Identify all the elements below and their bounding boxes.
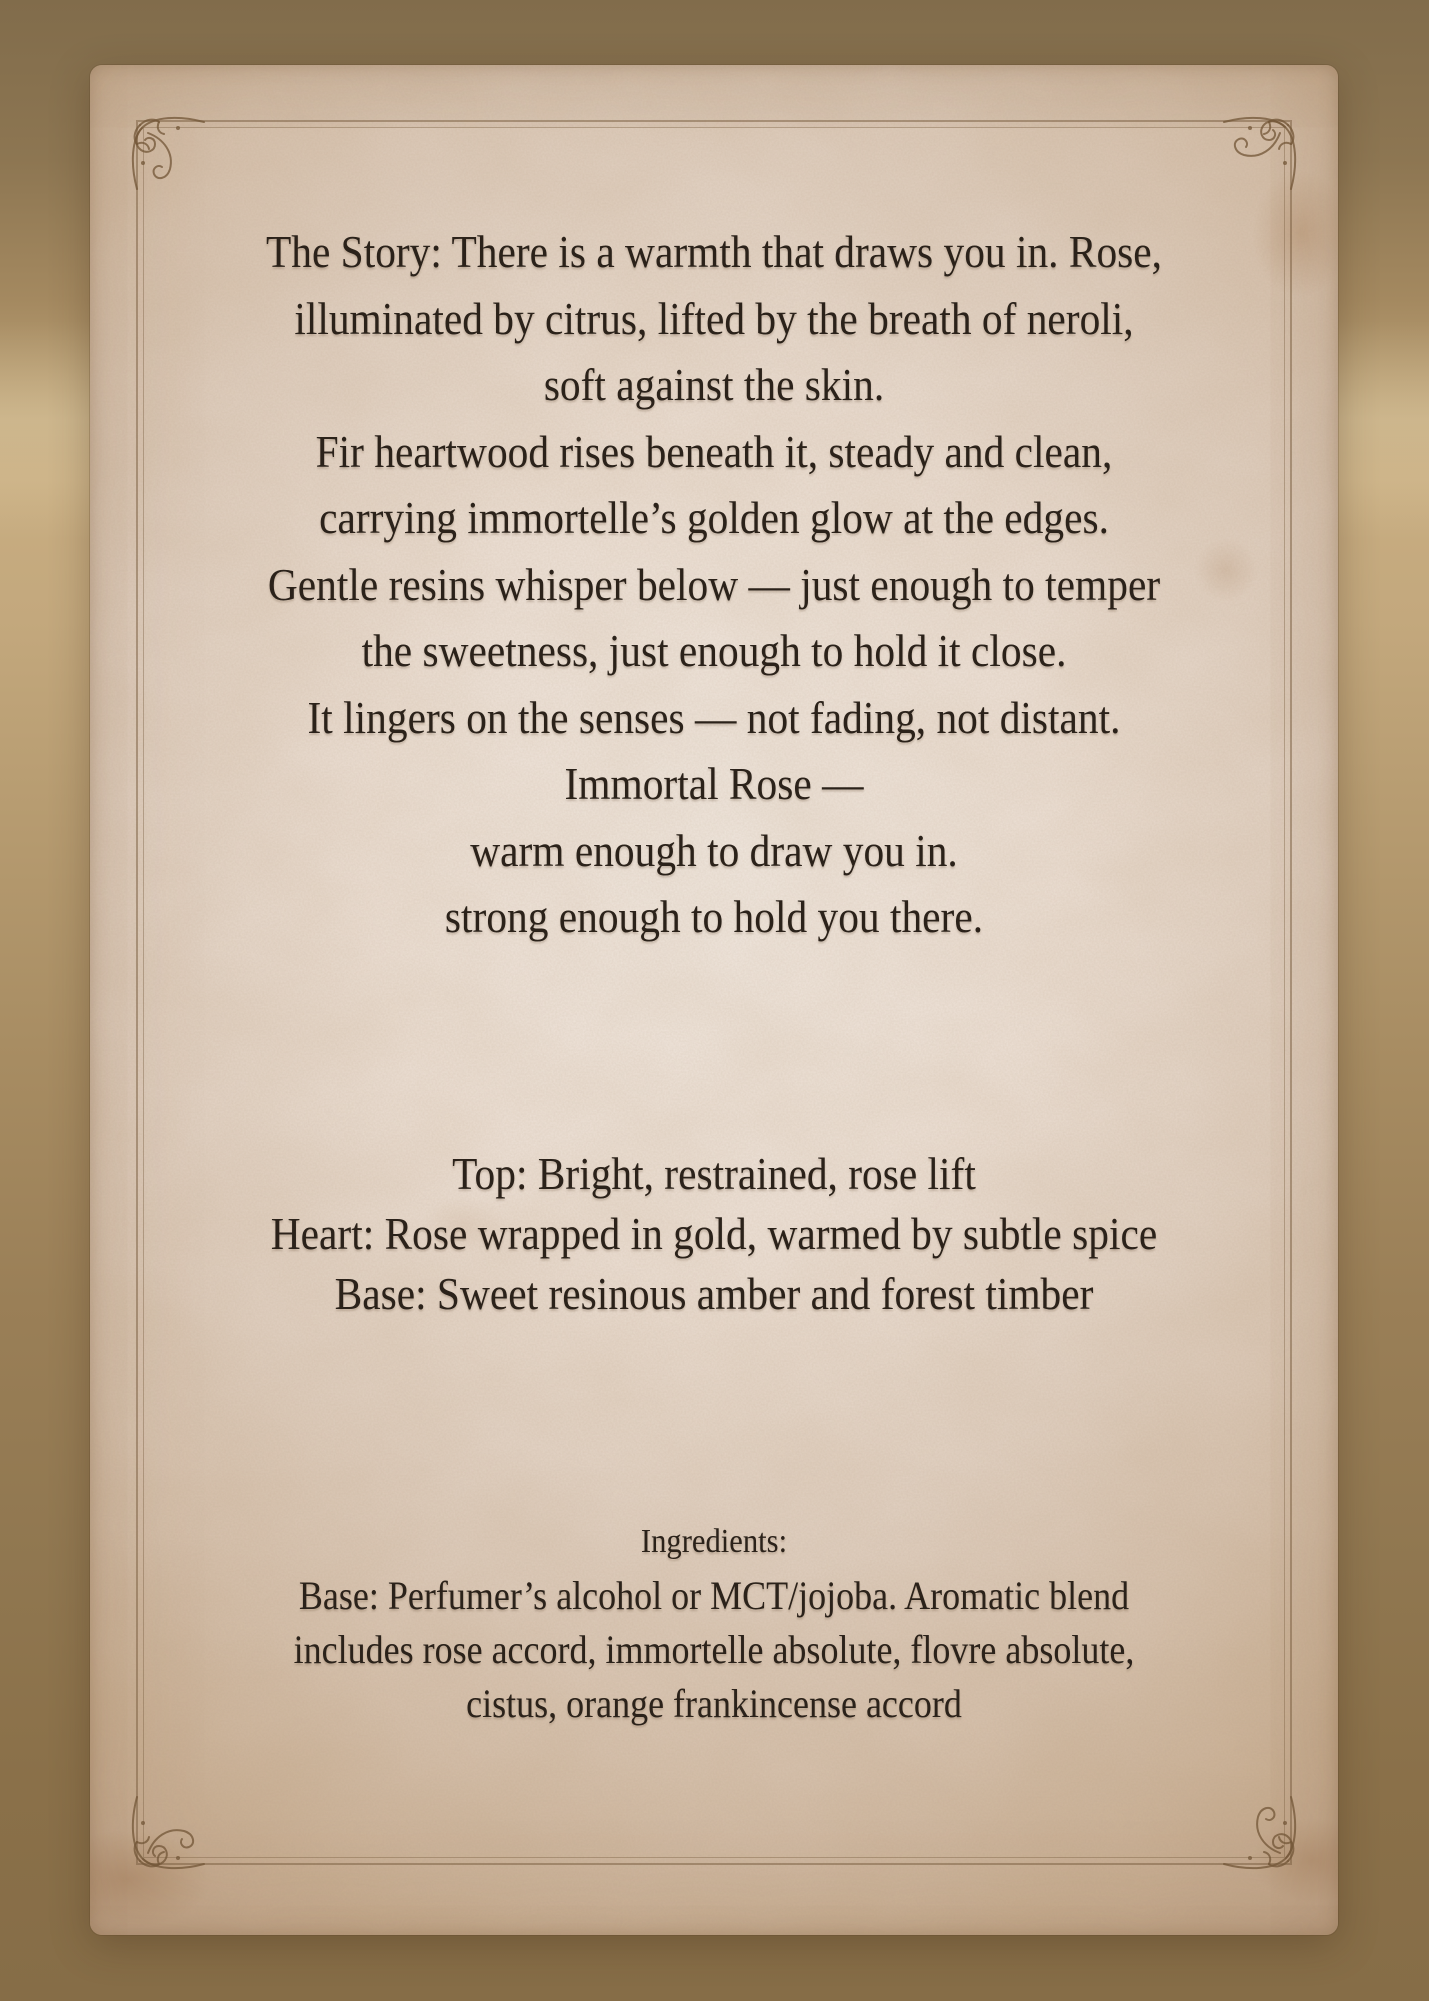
story-line: warm enough to draw you in. — [470, 824, 958, 876]
corner-flourish-icon — [1216, 111, 1302, 197]
corner-flourish-icon — [126, 111, 212, 197]
ingredients-line: includes rose accord, immortelle absolute, flovre absolute, — [293, 1627, 1135, 1672]
note-line-heart: Heart: Rose wrapped in gold, warmed by subtle spice — [270, 1208, 1158, 1259]
ingredients-line: cistus, orange frankincense accord — [466, 1681, 962, 1726]
story-line: the sweetness, just enough to hold it close. — [361, 625, 1067, 676]
story-line: soft against the skin. — [543, 359, 885, 410]
story-line: illuminated by citrus, lifted by the breath of neroli, — [294, 292, 1134, 344]
corner-flourish-icon — [126, 1789, 212, 1875]
story-text — [152, 219, 1275, 951]
note-line-base: Base: Sweet resinous amber and forest timber — [334, 1268, 1094, 1319]
story-line: Immortal Rose — — [564, 758, 864, 809]
note-line-top: Top: Bright, restrained, rose lift — [452, 1148, 976, 1199]
scent-notes — [152, 1144, 1275, 1324]
story-line: carrying immortelle’s golden glow at the edges. — [319, 492, 1109, 543]
story-line: It lingers on the senses — not fading, not distant. — [307, 691, 1121, 743]
ingredients-line: Base: Perfumer’s alcohol or MCT/jojoba. Aromatic blend — [298, 1573, 1130, 1618]
story-line: Gentle resins whisper below — just enough to temper — [267, 558, 1161, 610]
story-line: strong enough to hold you there. — [444, 891, 984, 942]
label-paper — [90, 65, 1338, 1935]
ingredients-heading: Ingredients: — [640, 1523, 788, 1560]
story-line: The Story: There is a warmth that draws you in. Rose, — [265, 226, 1163, 277]
story-line: Fir heartwood rises beneath it, steady and clean, — [315, 425, 1113, 477]
ingredients-section — [152, 1515, 1275, 1731]
corner-flourish-icon — [1216, 1789, 1302, 1875]
